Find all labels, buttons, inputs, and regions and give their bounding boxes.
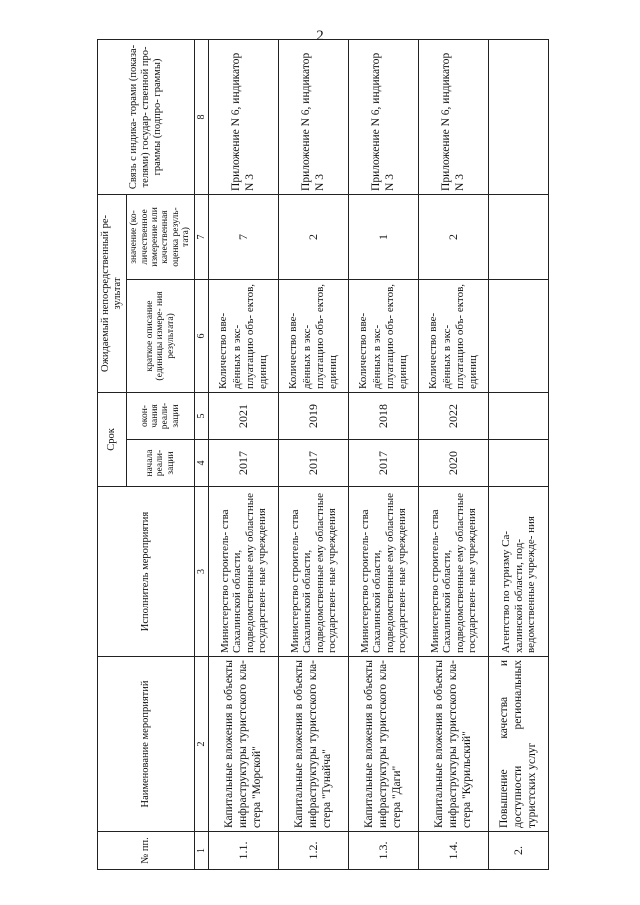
term-start: 2020	[419, 440, 489, 487]
header-executor: Исполнитель мероприятия	[98, 487, 195, 657]
indicator-link: Приложение N 6, индикатор N 3	[349, 39, 419, 194]
table-row	[279, 39, 349, 869]
indicator-link	[489, 39, 549, 194]
term-start: 2017	[209, 440, 279, 487]
row-number: 1.3.	[349, 832, 419, 870]
column-number: 3	[194, 487, 209, 657]
term-start	[489, 440, 549, 487]
term-end: 2019	[279, 392, 349, 439]
column-number: 4	[194, 440, 209, 487]
result-description: Количество вве- дённых в экс- плуатацию объ- ектов, единиц	[279, 279, 349, 392]
column-number: 7	[194, 194, 209, 279]
term-start: 2017	[349, 440, 419, 487]
header-link: Связь с индика- торами (показа- телями) государ- ственной про- граммы (подпро- граммы)	[98, 39, 195, 194]
measure-name: Капитальные вложения в объекты инфраструктуры туристского кла- стера "Даги"	[349, 657, 419, 832]
header-name: Наименование мероприятий	[98, 657, 195, 832]
page-number: 2	[316, 28, 324, 44]
header-result-value: значение (ко- личественное измерение или качественная оценка резуль- тата)	[127, 194, 195, 279]
term-start: 2017	[279, 440, 349, 487]
header-result-desc: краткое описание (единицы измере- ния результата)	[127, 279, 195, 392]
row-number: 1.1.	[209, 832, 279, 870]
result-description	[489, 279, 549, 392]
rotated-table-wrapper	[97, 40, 537, 870]
measure-name: Повышение качества и доступности региональных туристских услуг	[489, 657, 549, 832]
table-row	[209, 39, 279, 869]
measure-executor: Министерство строитель- ства Сахалинской области, подведомственные ему областные государствен- ные учреждения	[209, 487, 279, 657]
term-end	[489, 392, 549, 439]
term-end: 2021	[209, 392, 279, 439]
table-row	[489, 39, 549, 869]
indicator-link: Приложение N 6, индикатор N 3	[279, 39, 349, 194]
term-end: 2022	[419, 392, 489, 439]
result-description: Количество вве- дённых в экс- плуатацию объ- ектов, единиц	[349, 279, 419, 392]
measure-name: Капитальные вложения в объекты инфраструктуры туристского кла- стера "Тунайча"	[279, 657, 349, 832]
table-row	[419, 39, 489, 869]
indicator-link: Приложение N 6, индикатор N 3	[209, 39, 279, 194]
result-value	[489, 194, 549, 279]
row-number: 1.2.	[279, 832, 349, 870]
result-description: Количество вве- дённых в экс- плуатацию объ- ектов, единиц	[419, 279, 489, 392]
result-value: 7	[209, 194, 279, 279]
indicator-link: Приложение N 6, индикатор N 3	[419, 39, 489, 194]
result-value: 2	[419, 194, 489, 279]
measure-executor: Министерство строитель- ства Сахалинской области, подведомственные ему областные государствен- ные учреждения	[279, 487, 349, 657]
header-term: Срок	[98, 392, 127, 486]
column-number: 8	[194, 39, 209, 194]
row-number: 2.	[489, 832, 549, 870]
result-value: 1	[349, 194, 419, 279]
table-row	[349, 39, 419, 869]
term-end: 2018	[349, 392, 419, 439]
result-value: 2	[279, 194, 349, 279]
header-no: № пп.	[98, 832, 195, 870]
header-result: Ожидаемый непосредственный ре- зультат	[98, 194, 127, 392]
row-number: 1.4.	[419, 832, 489, 870]
measure-executor: Министерство строитель- ства Сахалинской области, подведомственные ему областные государствен- ные учреждения	[349, 487, 419, 657]
result-description: Количество вве- дённых в экс- плуатацию объ- ектов, единиц	[209, 279, 279, 392]
column-number: 6	[194, 279, 209, 392]
header-term-start: начала реали- зации	[127, 440, 195, 487]
header-term-end: окон- чания реали- зации	[127, 392, 195, 439]
column-number: 1	[194, 832, 209, 870]
measure-executor: Министерство строитель- ства Сахалинской области, подведомственные ему областные государствен- ные учреждения	[419, 487, 489, 657]
column-number: 5	[194, 392, 209, 439]
measure-executor: Агентство по туризму Са- халинской области, под- ведомственные учрежде- ния	[489, 487, 549, 657]
measures-table	[97, 39, 549, 870]
measure-name: Капитальные вложения в объекты инфраструктуры туристского кла- стера "Курильский"	[419, 657, 489, 832]
column-number: 2	[194, 657, 209, 832]
measure-name: Капитальные вложения в объекты инфраструктуры туристского кла- стера "Морской"	[209, 657, 279, 832]
